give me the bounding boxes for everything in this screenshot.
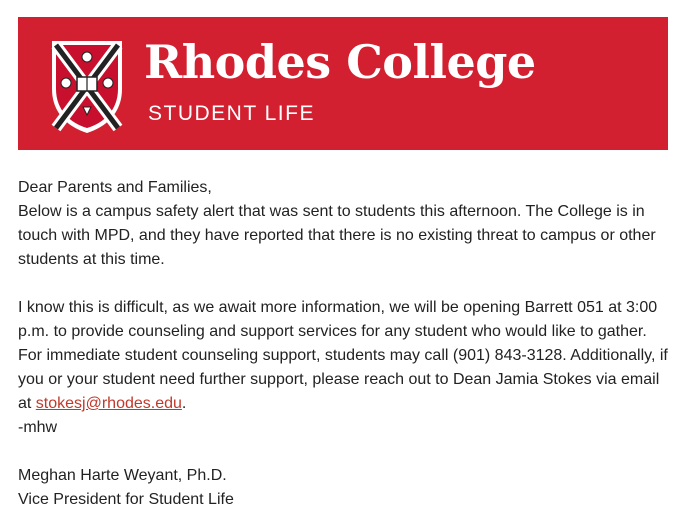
email-link[interactable]: stokesj@rhodes.edu [35,395,182,412]
greeting: Dear Parents and Families, [18,179,212,196]
paragraph-support-text: I know this is difficult, as we await more information, we will be opening Barrett 051 at 3:00 p.m. to provide counseling and support services for any student who would like to gather. For immediate student counseling support, students may call (901) 843-3128. Additionally, if you or your student need further support, please reach out to Dean Jamia Stokes via email at [18,299,668,412]
college-crest-icon [50,39,124,135]
paragraph-support [18,296,668,416]
paragraph-support-end: . [181,395,187,412]
initials: -mhw [18,419,58,436]
college-name: Rhodes College [144,35,536,89]
header-banner [18,17,668,150]
email-body [18,176,668,512]
signature-title: Vice President for Student Life [18,491,234,508]
department-name: STUDENT LIFE [148,102,315,125]
paragraph-alert: Below is a campus safety alert that was sent to students this afternoon. The College is in touch with MPD, and they have reported that there is no existing threat to campus or other students at this time. [18,203,656,268]
signature-name: Meghan Harte Weyant, Ph.D. [18,467,227,484]
